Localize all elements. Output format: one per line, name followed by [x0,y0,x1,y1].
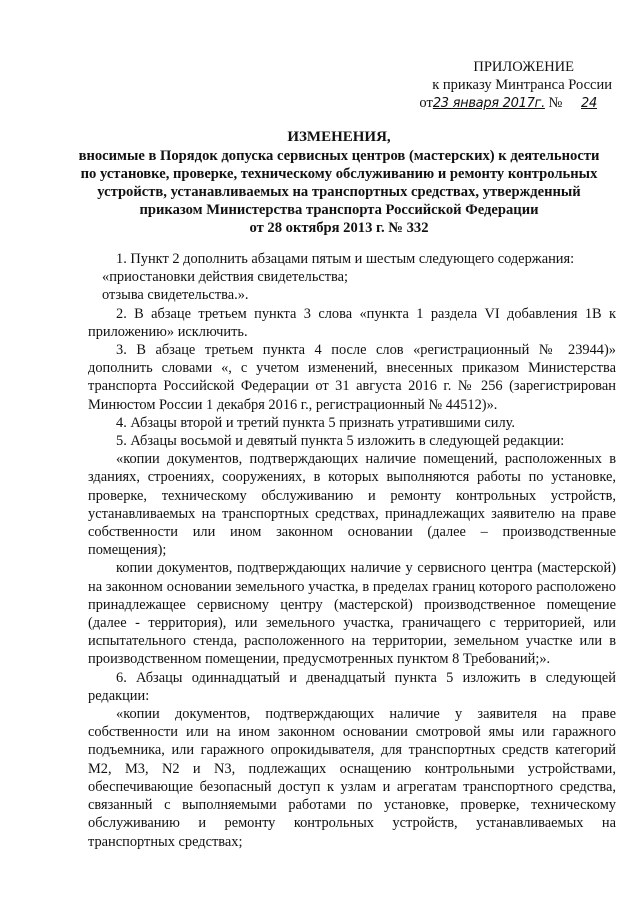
paragraph: «копии документов, подтверждающих наличие помещений, расположенных в зданиях, строениях, сооружениях, в которых выполняются работы по установке, проверке, техническому обслуживанию и ремонту контрольных устройств, устанавливаемых на транспортных средствах, принадлежащих заявителю на праве собственности или ином законном основании (далее – производственные помещения); [88,451,616,559]
handwritten-date: 23 января 2017г. [432,96,545,111]
paragraph: копии документов, подтверждающих наличие у сервисного центра (мастерской) на законном основании земельного участка, в пределах границ которого расположено принадлежащее сервисному центру (мастерской) производственное помещение (далее - территория), или земельного участка, граничащего с территорией, или испытательного стенда, расположенного на территории, земельном участке или в производственном помещении, предусмотренных пунктом 8 Требований;». [88,560,616,668]
handwritten-number: 24 [581,96,597,111]
document-title [60,128,618,237]
appendix-date-line [419,94,612,113]
paragraph: отзыва свидетельства.». [102,287,249,304]
paragraph: 3. В абзаце третьем пункта 4 после слов «регистрационный № 23944)» дополнить словами «, с учетом изменений, внесенных приказом Министерства транспорта Российской Федерации от 31 августа 2016 г. № 256 (зарегистрирован Минюстом России 1 декабря 2016 г., регистрационный № 44512)». [88,342,616,413]
paragraph: 1. Пункт 2 дополнить абзацами пятым и шестым следующего содержания: [116,251,575,267]
title-line: устройств, устанавливаемых на транспортных средствах, утвержденный [97,184,581,200]
paragraph: 4. Абзацы второй и третий пункта 5 признать утратившими силу. [116,414,516,431]
appendix-label: ПРИЛОЖЕНИЕ [473,59,574,75]
paragraph: «копии документов, подтверждающих наличие у заявителя на праве собственности или на ином законном основании смотровой ямы или гаражного подъемника, или гаражного опрокидывателя, для транспортных средств категорий М2, М3, N2 и N3, подлежащих оснащению контрольными устройствами, обеспечивающие безопасный доступ к узлам и агрегатам транспортного средства, связанный с выполняемыми работами по установке, проверке, техническому обслуживанию и ремонту контрольных устройств, устанавливаемых на транспортных средствах; [88,706,616,850]
number-prefix: № [548,95,563,111]
title-line: от 28 октября 2013 г. № 332 [249,220,429,236]
date-prefix: от [419,95,433,111]
paragraph: 6. Абзацы одиннадцатый и двенадцатый пункта 5 изложить в следующей редакции: [88,669,616,704]
document-body [88,250,616,851]
paragraph: 5. Абзацы восьмой и девятый пункта 5 изложить в следующей редакции: [116,433,565,450]
appendix-header [419,58,612,113]
appendix-order-ref: к приказу Минтранса России [432,77,612,93]
paragraph: «приостановки действия свидетельства; [102,269,349,286]
title-line: вносимые в Порядок допуска сервисных центров (мастерских) к деятельности [78,148,600,164]
title-line: приказом Министерства транспорта Российской Федерации [139,202,539,218]
paragraph: 2. В абзаце третьем пункта 3 слова «пункта 1 раздела VI добавления 1В к приложению» исключить. [88,305,616,340]
title-main: ИЗМЕНЕНИЯ, [287,129,391,145]
title-line: по установке, проверке, техническому обслуживанию и ремонту контрольных [80,166,598,182]
